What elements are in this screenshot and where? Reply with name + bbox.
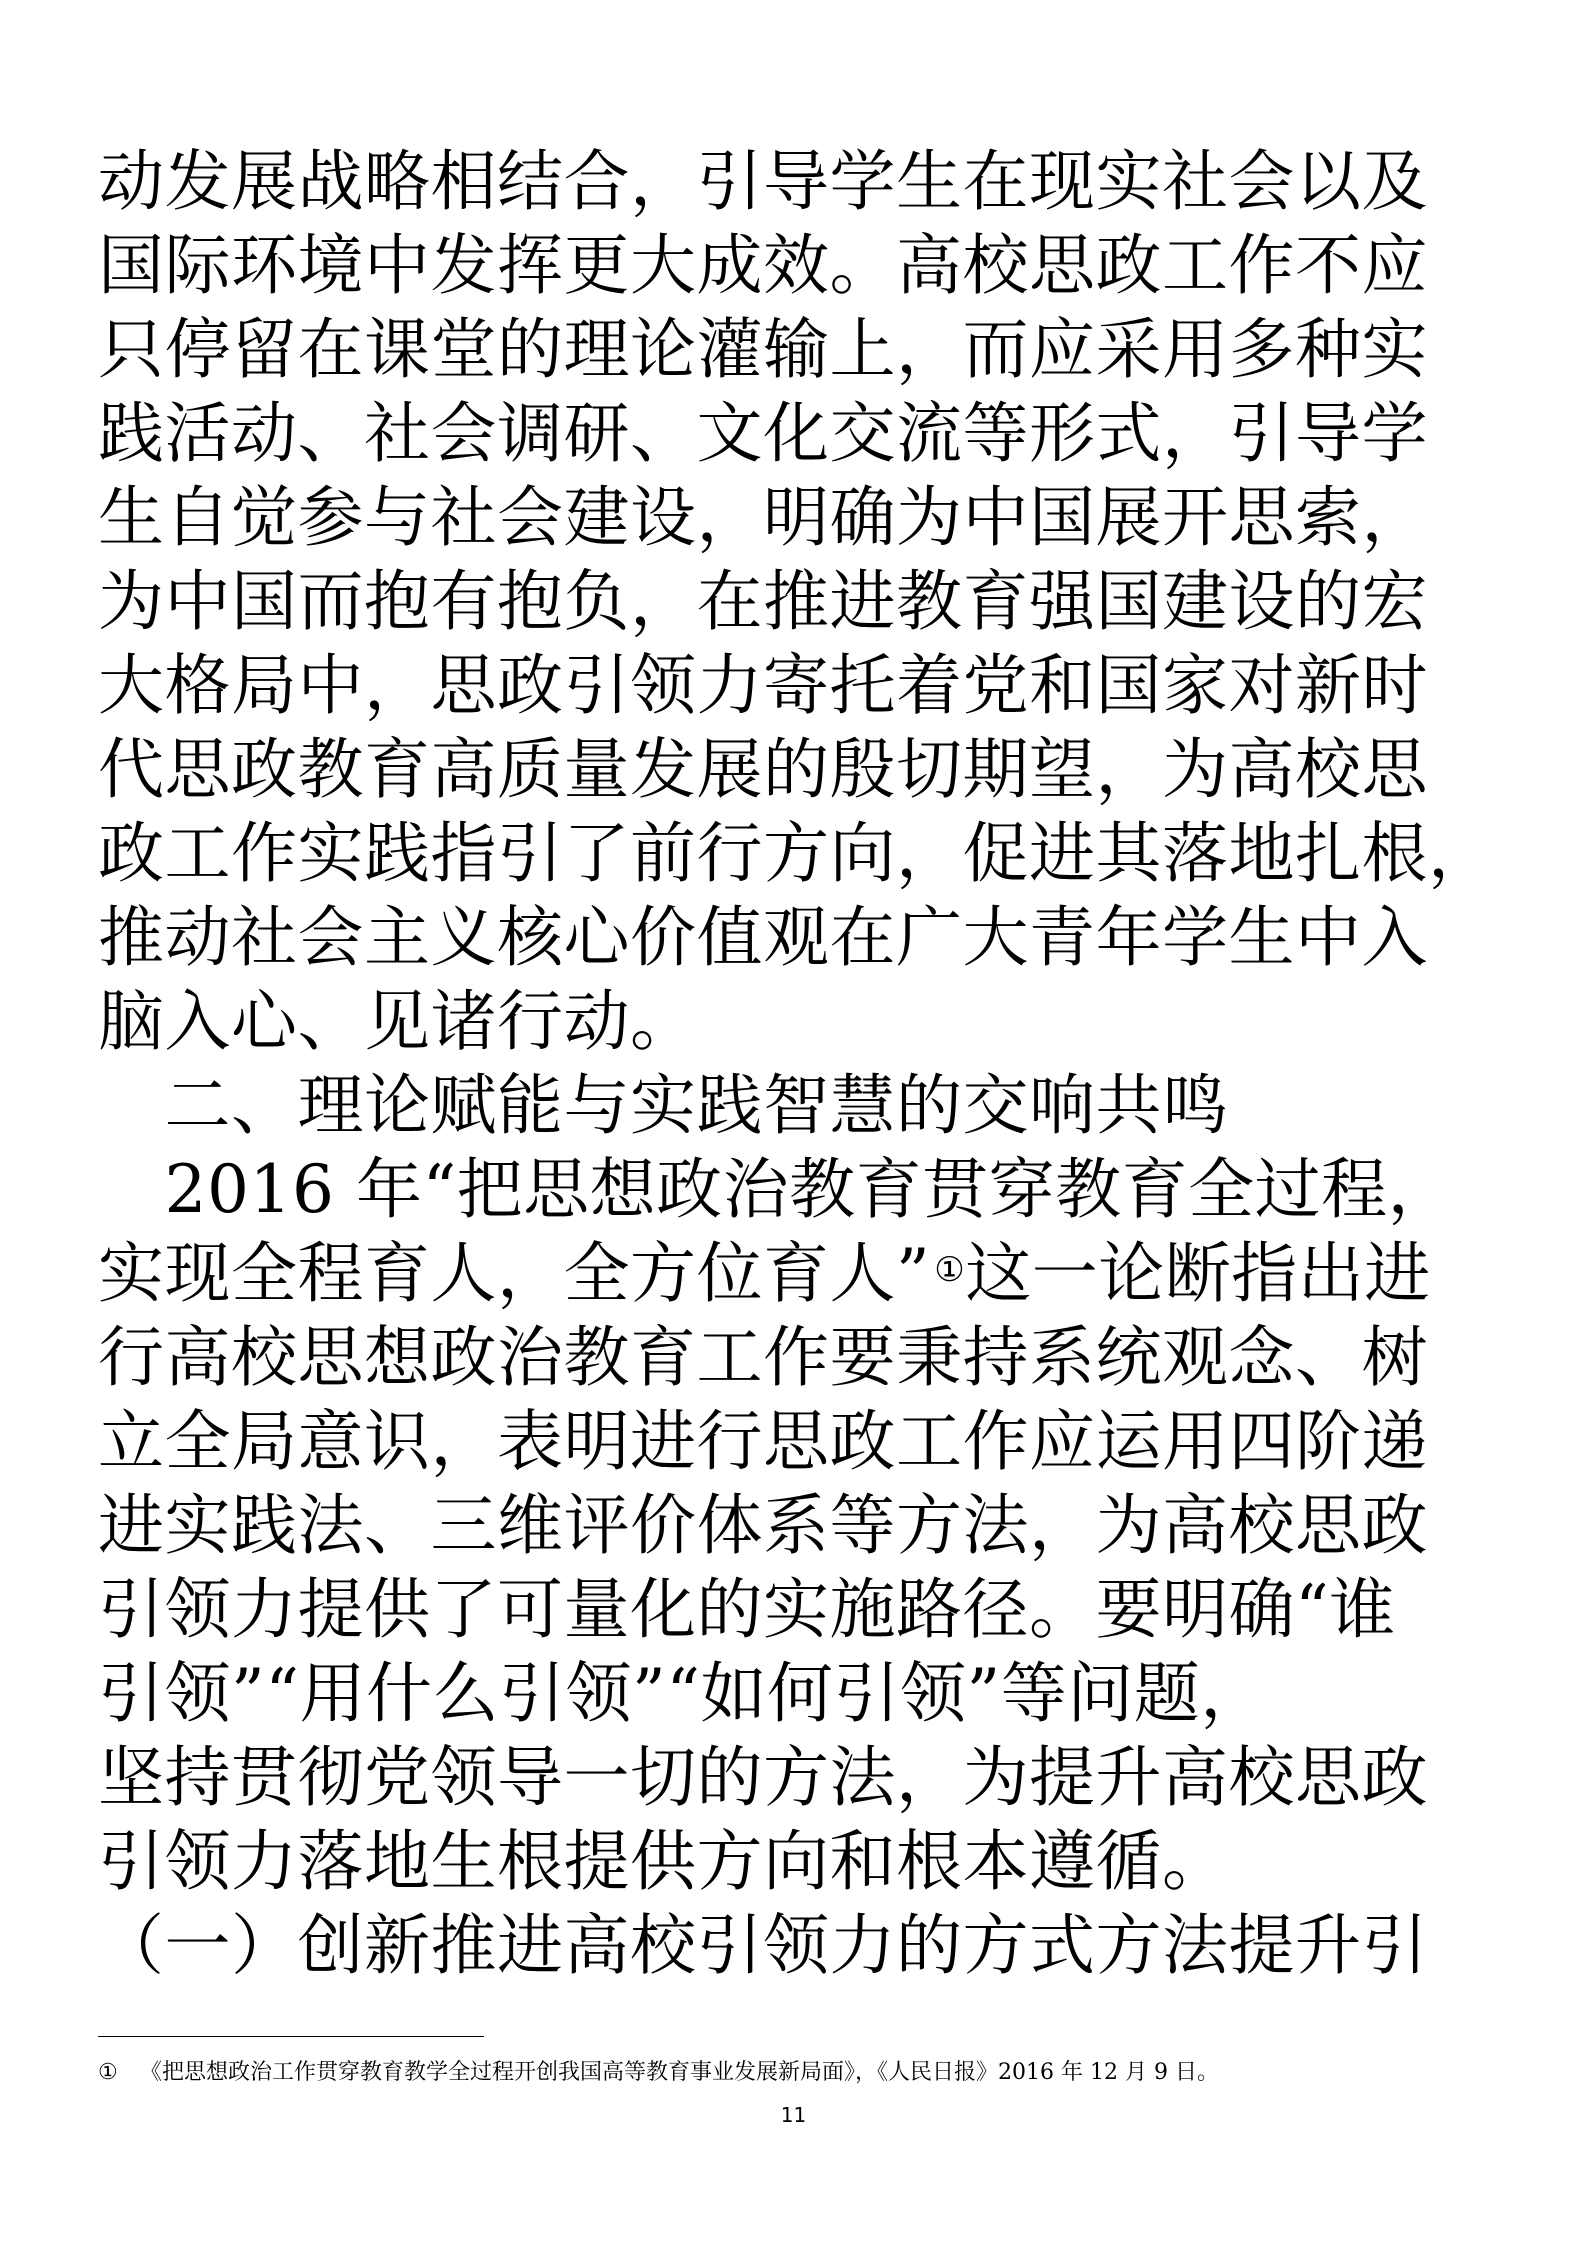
body-line: 2016 年“把思想政治教育贯穿教育全过程， (98, 1151, 1455, 1228)
body-line: 坚持贯彻党领导一切的方法，为提升高校思政 (98, 1739, 1428, 1816)
body-line: 国际环境中发挥更大成效。高校思政工作不应 (98, 227, 1428, 304)
body-line: 立全局意识，表明进行思政工作应运用四阶递 (98, 1403, 1428, 1480)
body-line: 生自觉参与社会建设，明确为中国展开思索， (98, 479, 1428, 556)
body-line: 动发展战略相结合，引导学生在现实社会以及 (98, 143, 1428, 220)
section-heading: 二、理论赋能与实践智慧的交响共鸣 (98, 1067, 1229, 1144)
subsection-heading: （一）创新推进高校引领力的方式方法提升引 (98, 1907, 1428, 1984)
footnote-reference[interactable]: ① (934, 1250, 966, 1290)
footnote-number: ① (98, 2060, 118, 2085)
body-line: 引领力落地生根提供方向和根本遵循。 (98, 1823, 1229, 1900)
body-line: 只停留在课堂的理论灌输上，而应采用多种实 (98, 311, 1428, 388)
body-line: 引领力提供了可量化的实施路径。要明确“谁 (98, 1571, 1396, 1648)
body-line-with-footnote (98, 1232, 1498, 1316)
body-line: 践活动、社会调研、文化交流等形式，引导学 (98, 395, 1428, 472)
body-line: 大格局中，思政引领力寄托着党和国家对新时 (98, 647, 1428, 724)
body-line-text: 实现全程育人，全方位育人” (98, 1235, 931, 1312)
footnote-text: 《把思想政治工作贯穿教育教学全过程开创我国高等教育事业发展新局面》，《人民日报》2016 年 12 月 9 日。 (140, 2060, 1219, 2085)
footnote (98, 2058, 1498, 2088)
body-line: 政工作实践指引了前行方向，促进其落地扎根， (98, 815, 1495, 892)
body-line: 为中国而抱有抱负，在推进教育强国建设的宏 (98, 563, 1428, 640)
body-line: 脑入心、见诸行动。 (98, 983, 697, 1060)
body-line: 推动社会主义核心价值观在广大青年学生中入 (98, 899, 1428, 976)
body-line: 进实践法、三维评价体系等方法，为高校思政 (98, 1487, 1428, 1564)
body-line: 代思政教育高质量发展的殷切期望，为高校思 (98, 731, 1428, 808)
body-line-text: 这一论断指出进 (965, 1235, 1431, 1312)
body-line: 行高校思想政治教育工作要秉持系统观念、树 (98, 1319, 1428, 1396)
footnote-separator (98, 2036, 484, 2037)
body-line: 引领”“用什么引领”“如何引领”等问题， (98, 1655, 1267, 1732)
page-number: 11 (780, 2103, 807, 2127)
